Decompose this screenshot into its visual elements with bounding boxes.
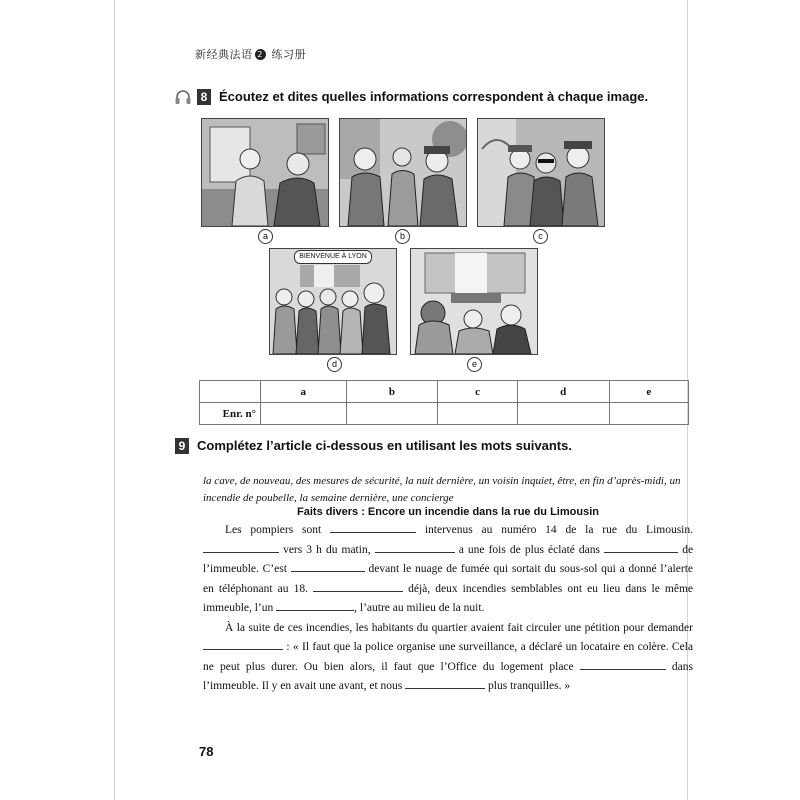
exercise-8-instruction: Écoutez et dites quelles informations correspondent à chaque image. [219,89,649,104]
column-header-a: a [261,381,347,403]
answer-cell-b[interactable] [346,403,438,425]
column-header-d: d [517,381,609,403]
fill-blank-4[interactable] [604,541,678,553]
fill-blank-5[interactable] [291,560,365,572]
image-label-e: e [467,357,482,372]
section-title: 练习册 [271,48,306,61]
exercise-9-heading [175,438,572,454]
fill-blank-6[interactable] [313,580,403,592]
fill-blank-1[interactable] [330,521,416,533]
image-label-c: c [533,229,548,244]
answer-cell-e[interactable] [609,403,688,425]
fill-blank-8[interactable] [203,638,283,650]
exercise-8-number: 8 [197,89,211,105]
row-header-enr: Enr. n° [200,403,261,425]
text-segment: , l’autre au milieu de la nuit. [354,602,485,614]
column-header-b: b [346,381,438,403]
image-label-d: d [327,357,342,372]
text-segment: vers 3 h du matin, [283,543,371,556]
fill-blank-2[interactable] [203,541,279,553]
running-head [195,46,306,62]
illustration-d [269,248,397,355]
column-header-c: c [438,381,517,403]
answer-cell-a[interactable] [261,403,347,425]
illustration-a [201,118,329,227]
welcome-lyon-group-image [270,249,396,354]
answer-table [199,380,689,425]
welcome-banner: BIENVENUE À LYON [294,250,372,264]
text-segment: plus tranquilles. » [488,680,571,692]
image-label-a: a [258,229,273,244]
workbook-page [114,0,694,800]
text-segment: : « Il faut que la police organise une surveillance, a déclaré un locataire en colère. Cela ne peut plus durer. Ou bien alors, il faut que l’Office du logement place [203,641,694,673]
article-paragraph-2 [203,619,693,697]
word-list: la cave, de nouveau, des mesures de sécurité, la nuit dernière, un voisin inquiet, être, en fin d’après-midi, un incendie de poubelle, la semaine dernière, une concierge [203,475,681,504]
illustration-e [410,248,538,355]
fill-blank-9[interactable] [580,658,666,670]
text-segment: dans l’immeuble. Il y en avait une avant, et nous [203,660,693,692]
article-body [203,521,693,697]
article-paragraph-1 [203,521,693,619]
fill-blank-7[interactable] [276,599,354,611]
text-segment: déjà, deux incendies semblables ont eu lieu dans le même immeuble, l’un [203,582,693,614]
text-segment: À la suite de ces incendies, les habitants du quartier avaient fait circuler une pétition pour demander [225,621,693,634]
image-label-b: b [395,229,410,244]
answer-cell-c[interactable] [438,403,517,425]
article-title: Faits divers : Encore un incendie dans la rue du Limousin [297,506,599,518]
table-row [200,403,689,425]
office-scene-image [202,119,328,226]
text-segment: Les pompiers sont [225,524,322,536]
answer-cell-d[interactable] [517,403,609,425]
column-header-e: e [609,381,688,403]
exercise-9-instruction: Complétez l’article ci-dessous en utilisant les mots suivants. [197,438,572,453]
police-officers-image [478,119,604,226]
book-title: 新经典法语 [195,48,253,61]
exercise-8-heading [197,89,648,105]
street-crowd-image [340,119,466,226]
table-corner-cell [200,381,261,403]
exercise-9-number: 9 [175,438,189,454]
text-segment: devant le nuage de fumée qui sortait du sous-sol qui a donné l’alerte en téléphonant au 18. [203,563,693,595]
table-header-row [200,381,689,403]
volume-badge: 2 [255,49,266,60]
fill-blank-3[interactable] [375,541,455,553]
text-segment: a une fois de plus éclaté dans [458,543,601,556]
text-segment: intervenus au numéro 14 de la rue du Limousin. [424,524,694,536]
illustration-c [477,118,605,227]
illustration-b [339,118,467,227]
text-segment: de l’immeuble. C’est [203,543,694,575]
page-number: 78 [199,744,214,759]
public-meeting-image [411,249,537,354]
headphones-icon [174,89,192,105]
fill-blank-10[interactable] [405,677,485,689]
